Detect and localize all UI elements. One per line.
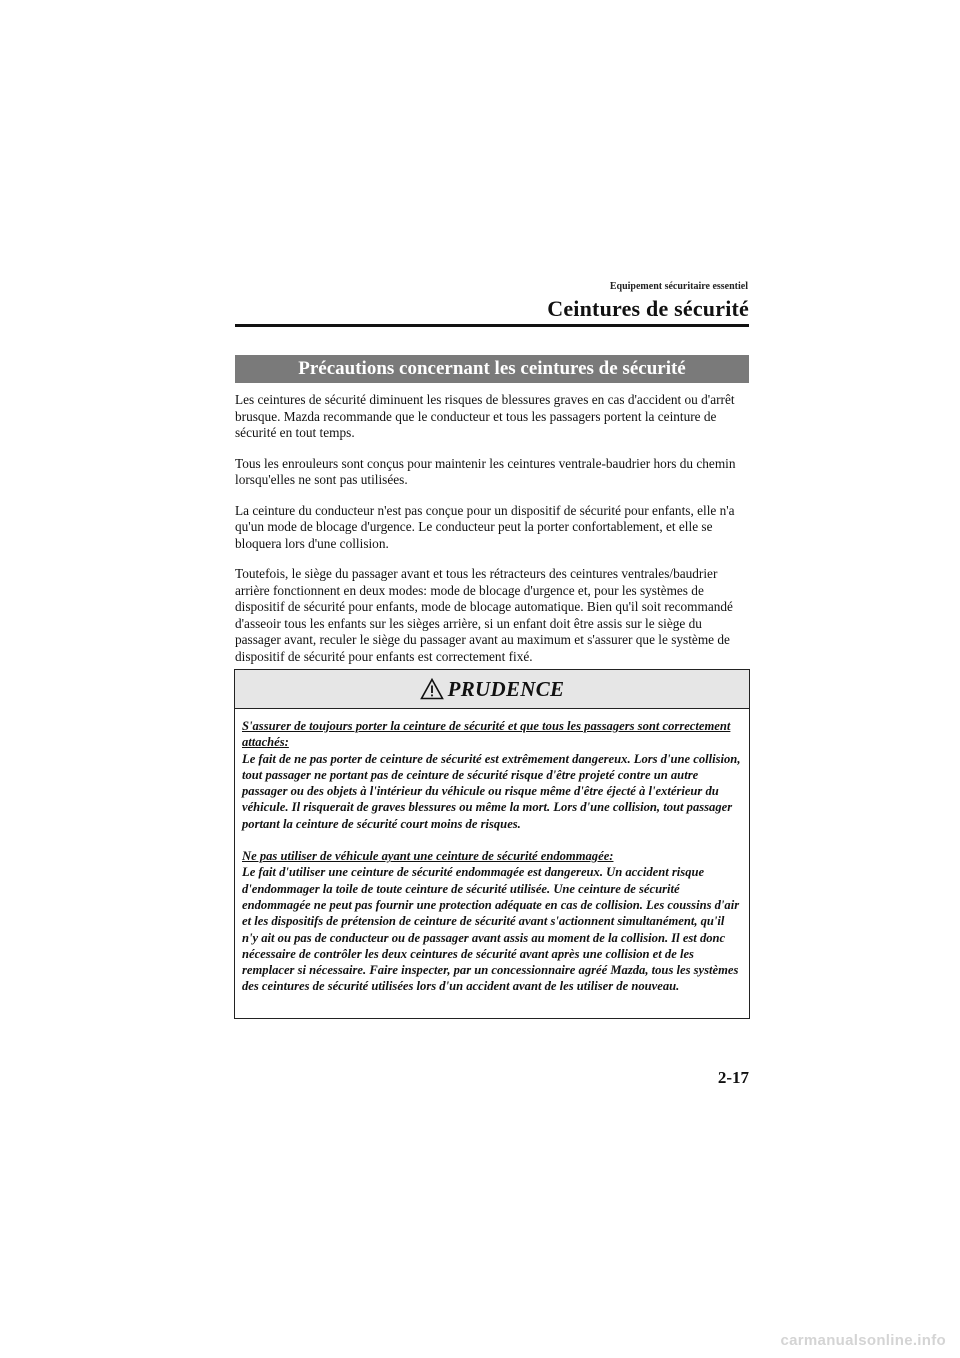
paragraph: Tous les enrouleurs sont conçus pour maintenir les ceintures ventrale-baudrier hors du chemin lorsqu'elles ne sont pas utilisées. xyxy=(235,455,736,487)
caution-heading: Ne pas utiliser de véhicule ayant une ceinture de sécurité endommagée: xyxy=(242,849,614,864)
section-title: Précautions concernant les ceintures de sécurité xyxy=(298,358,686,379)
caution-box xyxy=(234,669,750,1019)
warning-triangle-icon xyxy=(420,678,444,700)
caution-title: PRUDENCE xyxy=(447,676,565,701)
caution-text: Le fait d'utiliser une ceinture de sécurité endommagée est dangereux. Un accident risque d'endommager la toile de toute ceinture de sécurité utilisée. Une ceinture de sécurité endommagée ne peut pas fournir une protection adéquate en cas de collision. Les coussins d'air et les dispositifs de prétension de ceinture de sécurité avant s'actionnent simultanément, qu'il n'y ait ou pas de conducteur ou de passager avant assis au moment de la collision. Il est donc nécessaire de contrôler les deux ceintures de sécurité avant après une collision et de les remplacer si nécessaire. Faire inspecter, par un concessionnaire agréé Mazda, tous les systèmes des ceintures de sécurité utilisées lors d'un accident avant de les utiliser de nouveau. xyxy=(242,865,740,994)
page-number: 2-17 xyxy=(717,1068,749,1087)
page-title: Ceintures de sécurité xyxy=(547,296,749,321)
header-divider xyxy=(235,324,749,327)
paragraph: Les ceintures de sécurité diminuent les risques de blessures graves en cas d'accident ou d'arrêt brusque. Mazda recommande que le conducteur et tous les passagers portent la ceinture de sécurité en tout temps. xyxy=(235,392,735,440)
header-subtitle: Equipement sécuritaire essentiel xyxy=(609,281,748,292)
caution-heading: S'assurer de toujours porter la ceinture de sécurité et que tous les passagers sont correctement attachés: xyxy=(242,719,731,750)
caution-header xyxy=(235,670,749,709)
paragraph: Toutefois, le siège du passager avant et tous les rétracteurs des ceintures ventrales/baudrier arrière fonctionnent en deux modes: mode de blocage d'urgence et, pour les systèmes de dispositif de sécurité pour enfants, mode de blocage automatique. Bien qu'il soit recommandé d'asseoir tous les enfants sur les sièges arrière, si un enfant doit être assis sur le siège du passager avant, reculer le siège du passager avant au maximum et s'assurer que le système de dispositif de sécurité pour enfants est correctement fixé. xyxy=(235,566,733,664)
caution-body xyxy=(235,709,749,995)
body-text xyxy=(235,392,749,679)
caution-text: Le fait de ne pas porter de ceinture de sécurité est extrêmement dangereux. Lors d'une collision, tout passager ne portant pas de ceinture de sécurité risque d'être projeté contre un autre passager ou des objets à l'intérieur du véhicule ou risque même d'être éjecté à l'extérieur du véhicule. Il risquerait de graves blessures ou même la mort. Lors d'une collision, tout passager portant la ceinture de sécurité court moins de risques. xyxy=(242,751,741,831)
watermark: carmanualsonline.info xyxy=(780,1332,946,1349)
paragraph: La ceinture du conducteur n'est pas conçue pour un dispositif de sécurité pour enfants, elle n'a qu'un mode de blocage d'urgence. Le conducteur peut la porter confortablement, et elle se bloquera lors d'une collision. xyxy=(235,502,735,551)
section-title-bar xyxy=(235,355,749,383)
